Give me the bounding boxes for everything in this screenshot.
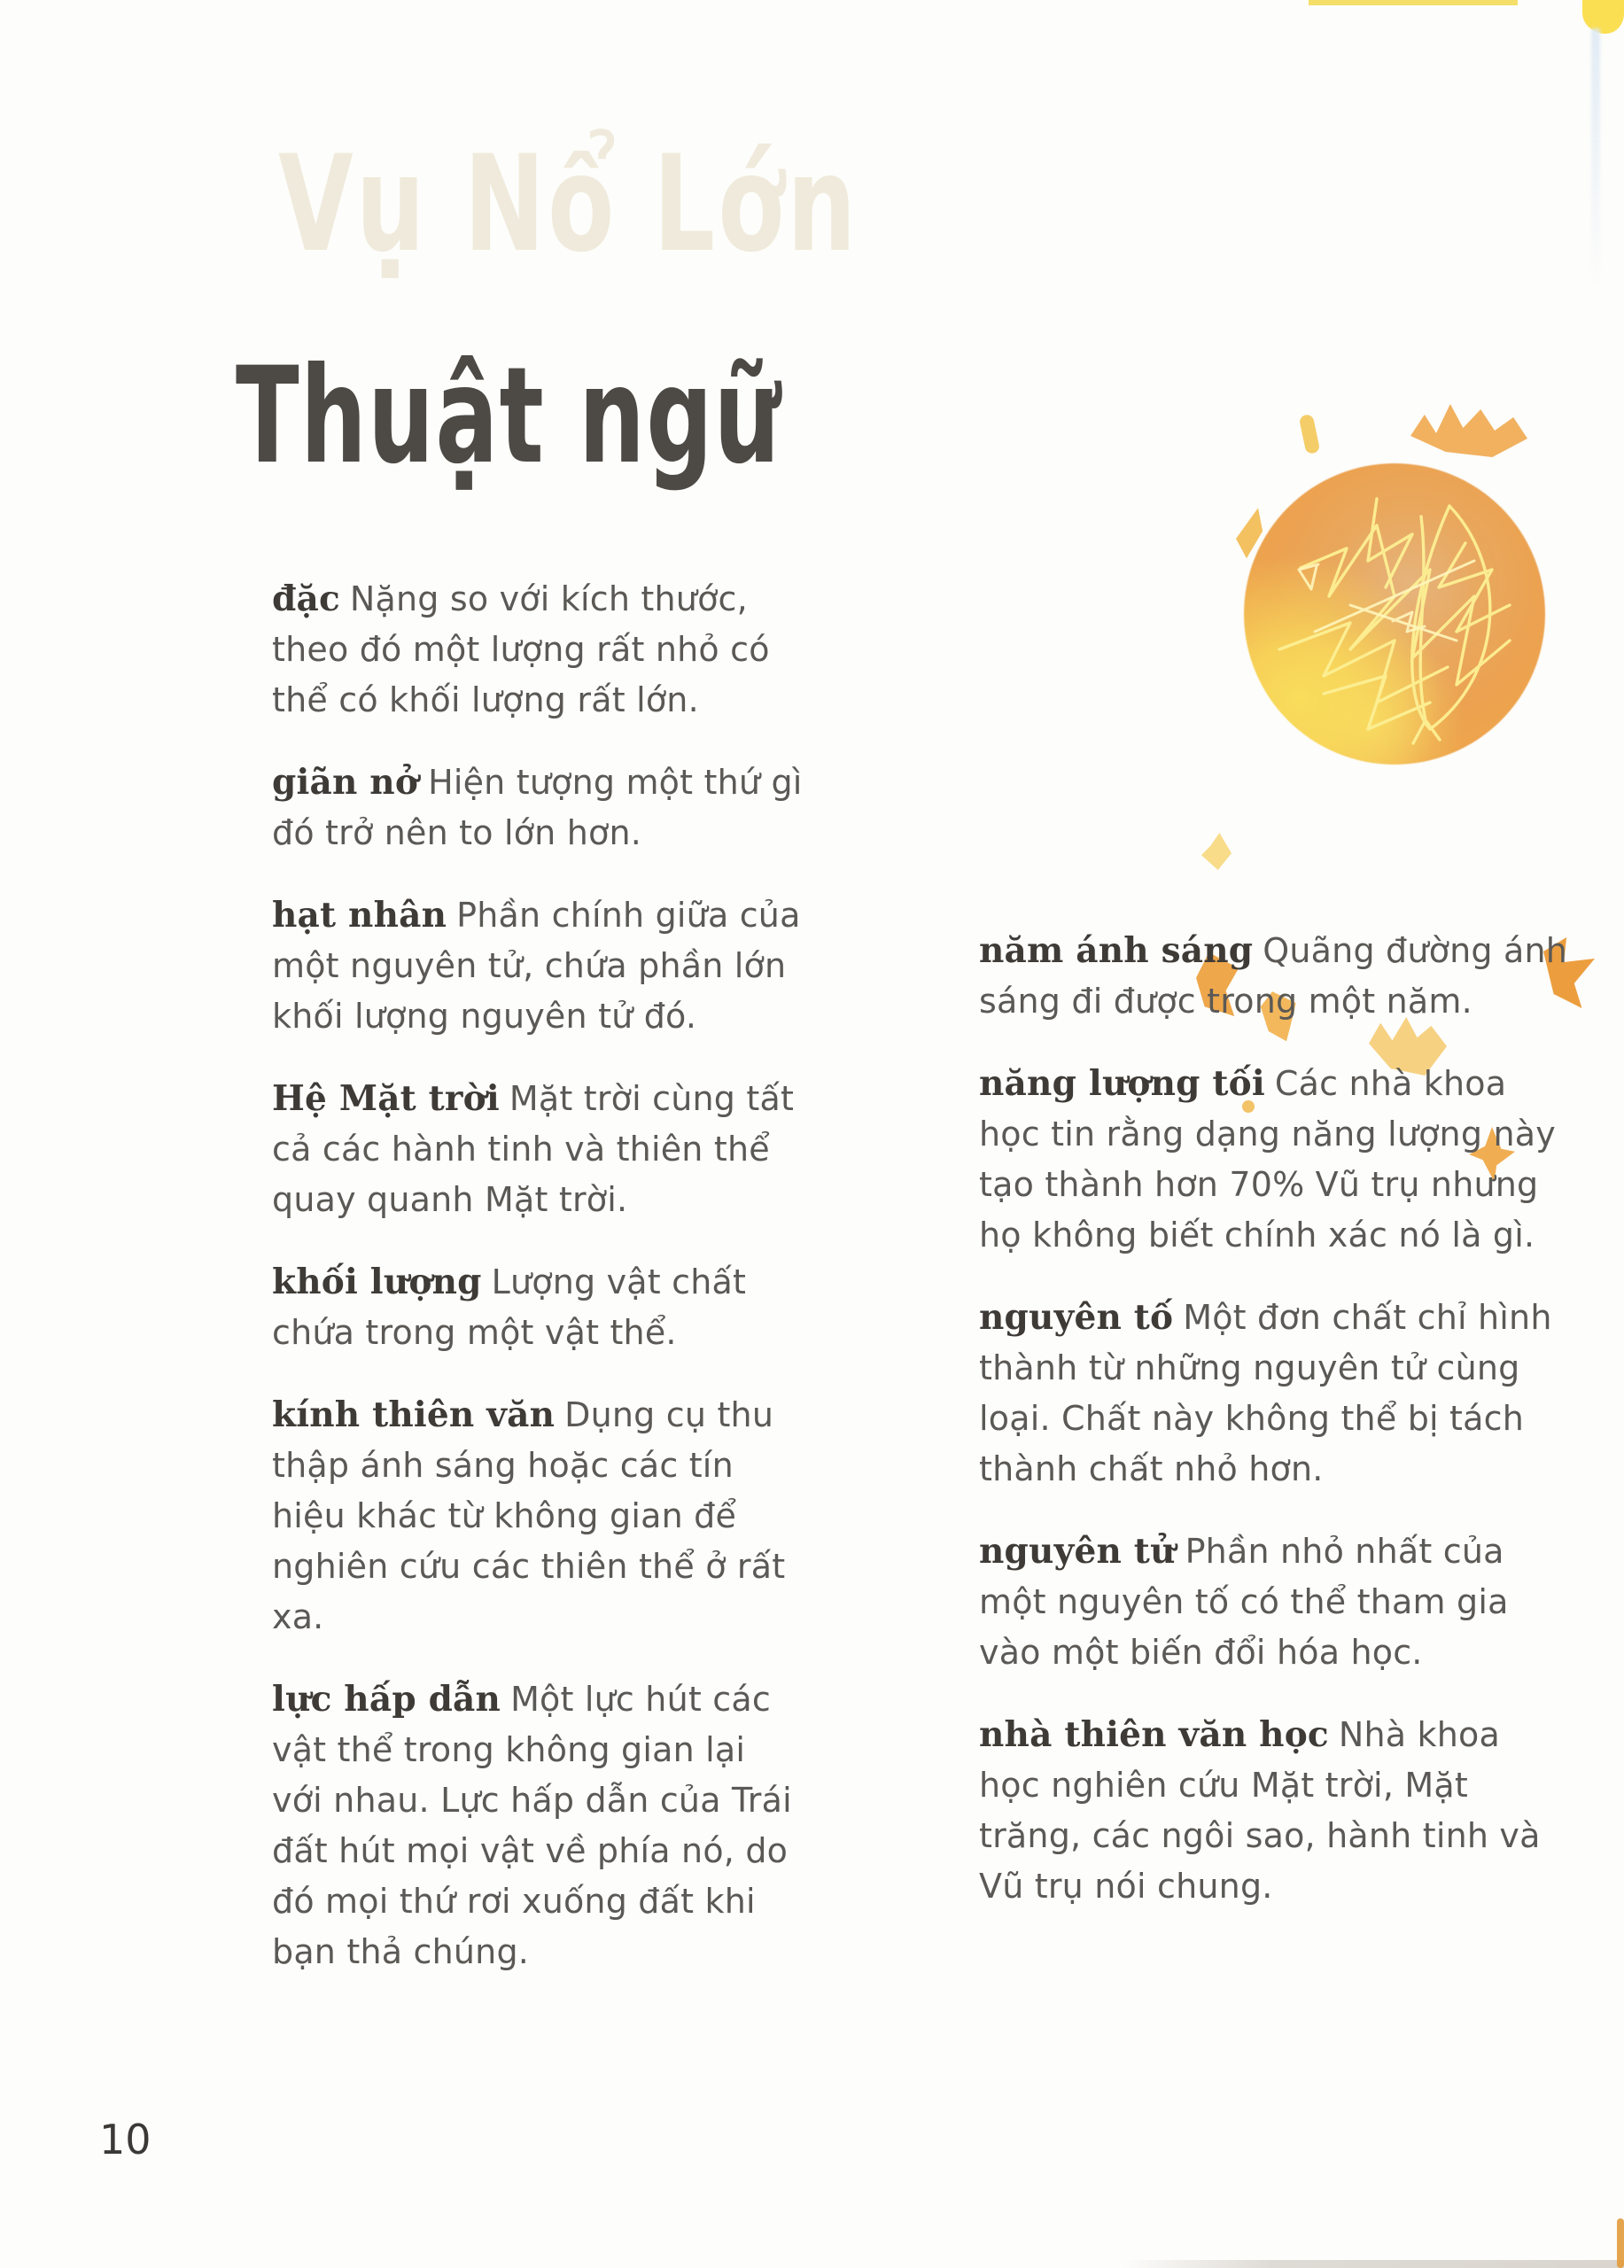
glossary-term: hạt nhân xyxy=(272,895,447,936)
glossary-entry xyxy=(272,1074,804,1225)
glossary-definition: Nặng so với kích thước, theo đó một lượng rất nhỏ có thể có khối lượng rất lớn. xyxy=(272,579,770,719)
glossary-entry xyxy=(979,926,1571,1027)
sun-flare xyxy=(1299,414,1321,454)
glossary-term: giãn nở xyxy=(272,762,419,803)
chapter-title-overprint: Vụ Nổ Lớn xyxy=(278,128,859,282)
glossary-definition: Các nhà khoa học tin rằng dạng năng lượng này tạo thành hơn 70% Vũ trụ nhưng họ không biết chính xác nó là gì. xyxy=(979,1064,1556,1254)
scan-artifact-corner-tick xyxy=(1617,2218,1624,2268)
glossary-entry xyxy=(272,574,804,726)
glossary-entry xyxy=(272,1674,804,1977)
glossary-definition: Một đơn chất chỉ hình thành từ những nguyên tử cùng loại. Chất này không thể bị tách thành chất nhỏ hơn. xyxy=(979,1298,1552,1488)
glossary-term: khối lượng xyxy=(272,1262,482,1302)
glossary-entry xyxy=(272,890,804,1042)
glossary-entry xyxy=(272,757,804,858)
glossary-definition: Một lực hút các vật thể trong không gian lại với nhau. Lực hấp dẫn của Trái đất hút mọi vật về phía nó, do đó mọi thứ rơi xuống đất khi bạn thả chúng. xyxy=(272,1680,792,1971)
sun-flare xyxy=(1410,404,1527,457)
glossary-definition: Mặt trời cùng tất cả các hành tinh và thiên thể quay quanh Mặt trời. xyxy=(272,1079,795,1219)
glossary-term: Hệ Mặt trời xyxy=(272,1078,500,1119)
scan-artifact-bottom-strip xyxy=(1121,2260,1624,2268)
glossary-term: nhà thiên văn học xyxy=(979,1714,1329,1755)
glossary-entry xyxy=(979,1710,1571,1912)
glossary-term: đặc xyxy=(272,579,340,619)
glossary-entry xyxy=(272,1390,804,1643)
glossary-term: kính thiên văn xyxy=(272,1394,556,1435)
glossary-term: năng lượng tối xyxy=(979,1063,1265,1104)
glossary-definition: Hiện tượng một thứ gì đó trở nên to lớn hơn. xyxy=(272,763,803,852)
glossary-entry xyxy=(979,1293,1571,1495)
glossary-column-right xyxy=(979,926,1571,1944)
scan-artifact-right-smudge xyxy=(1591,28,1600,285)
sun-scribbles-icon xyxy=(1244,463,1545,765)
glossary-column-left xyxy=(272,574,804,2009)
page-number: 10 xyxy=(99,2116,152,2163)
sun-flare xyxy=(1201,833,1232,870)
scan-artifact-corner-blob xyxy=(1582,0,1624,34)
glossary-definition: Nhà khoa học nghiên cứu Mặt trời, Mặt trăng, các ngôi sao, hành tinh và Vũ trụ nói chung. xyxy=(979,1715,1541,1906)
glossary-term: nguyên tử xyxy=(979,1531,1176,1572)
page-title: Thuật ngữ xyxy=(236,338,781,493)
glossary-entry xyxy=(979,1526,1571,1678)
scan-artifact-top-strip xyxy=(1309,0,1518,5)
glossary-definition: Dụng cụ thu thập ánh sáng hoặc các tín hiệu khác từ không gian để nghiên cứu các thiên thể ở rất xa. xyxy=(272,1395,786,1636)
glossary-term: nguyên tố xyxy=(979,1297,1174,1338)
glossary-definition: Phần nhỏ nhất của một nguyên tố có thể tham gia vào một biến đổi hóa học. xyxy=(979,1532,1509,1672)
glossary-entry xyxy=(979,1059,1571,1261)
glossary-definition: Phần chính giữa của một nguyên tử, chứa phần lớn khối lượng nguyên tử đó. xyxy=(272,896,801,1036)
glossary-entry xyxy=(272,1257,804,1358)
glossary-definition: Lượng vật chất chứa trong một vật thể. xyxy=(272,1262,747,1352)
glossary-definition: Quãng đường ánh sáng đi được trong một năm. xyxy=(979,931,1568,1021)
glossary-term: năm ánh sáng xyxy=(979,930,1254,971)
glossary-term: lực hấp dẫn xyxy=(272,1679,501,1720)
